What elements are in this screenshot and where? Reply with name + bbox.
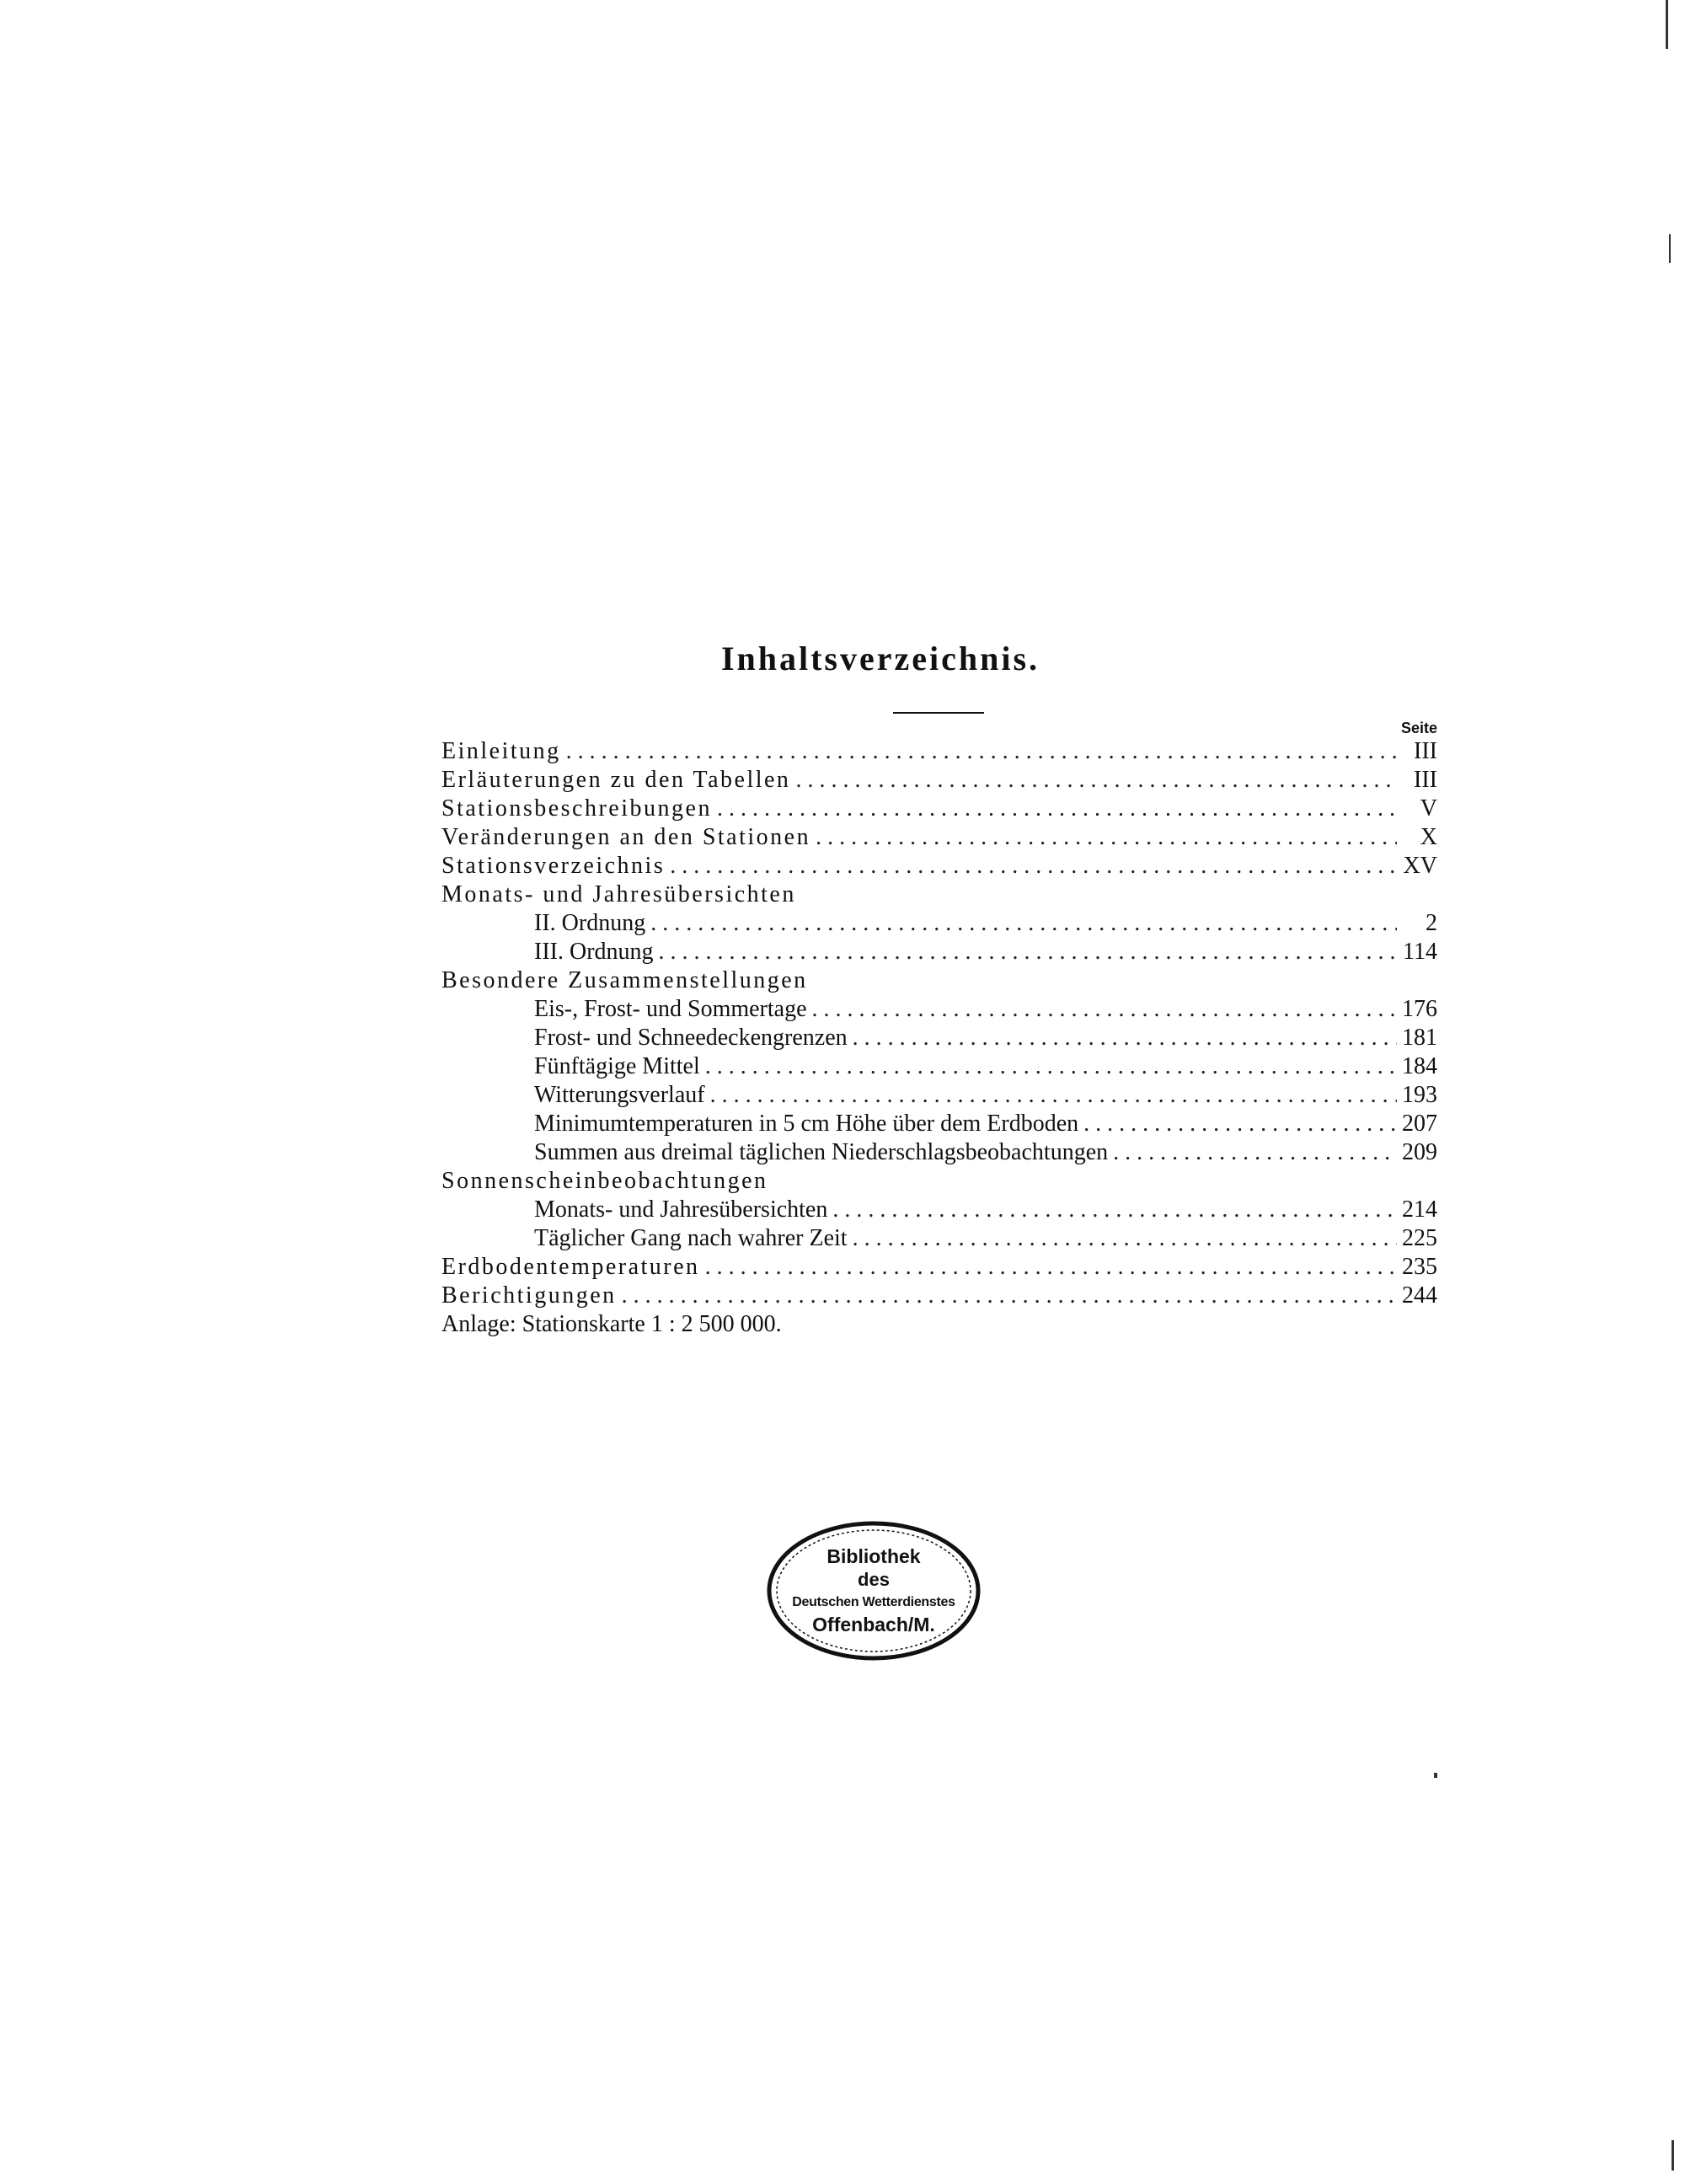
toc-entry <box>441 909 1437 938</box>
toc-entry <box>441 1224 1437 1253</box>
stamp-line-1: Bibliothek <box>826 1545 921 1567</box>
toc-entry-title: Anlage: Stationskarte 1 : 2 500 000. <box>441 1311 782 1337</box>
toc-entry-page: 193 <box>1402 1082 1437 1108</box>
toc-entry-page: 244 <box>1402 1282 1437 1309</box>
dot-leader <box>810 823 1397 852</box>
toc-entry-page: X <box>1420 824 1437 850</box>
toc-entry-title: II. Ordnung <box>534 910 646 936</box>
stamp-text <box>763 1515 984 1667</box>
title-divider <box>893 712 984 714</box>
toc-entry-title: Stationsbeschreibungen <box>441 795 712 822</box>
page-column-header: Seite <box>1400 720 1437 736</box>
toc-entry <box>441 1110 1437 1138</box>
toc-entry-title: Minimumtemperaturen in 5 cm Höhe über dem Erdboden <box>534 1111 1079 1137</box>
toc-entry-page: 181 <box>1402 1025 1437 1051</box>
toc-entry-title: Summen aus dreimal täglichen Niederschlagsbeobachtungen <box>534 1139 1109 1165</box>
dot-leader <box>705 1081 1397 1110</box>
dot-leader <box>700 1253 1397 1282</box>
dot-leader <box>617 1282 1397 1310</box>
dot-leader <box>790 766 1397 795</box>
toc-entry <box>441 1024 1437 1052</box>
dot-leader <box>561 737 1397 766</box>
scan-edge-mark <box>1666 0 1668 49</box>
toc-entry-title: Sonnenscheinbeobachtungen <box>441 1168 768 1194</box>
toc-entry-title: Fünftägige Mittel <box>534 1053 700 1079</box>
toc-entry <box>441 881 1437 909</box>
toc-entry <box>441 1253 1437 1282</box>
dot-leader <box>665 852 1397 881</box>
toc-entry-title: Besondere Zusammenstellungen <box>441 967 808 993</box>
toc-entry <box>441 795 1437 823</box>
page-title: Inhaltsverzeichnis. <box>720 640 1040 677</box>
toc-entry <box>441 737 1437 766</box>
toc-entry <box>441 1138 1437 1167</box>
toc-entry-title: Veränderungen an den Stationen <box>441 824 811 850</box>
toc-entry <box>441 938 1437 966</box>
toc-entry <box>441 1282 1437 1310</box>
toc-entry-page: III <box>1414 767 1437 793</box>
toc-entry-title: Berichtigungen <box>441 1282 617 1309</box>
toc-entry <box>441 852 1437 881</box>
dot-leader <box>700 1052 1397 1081</box>
toc-entry <box>441 1310 1437 1339</box>
scan-edge-mark <box>1672 2140 1674 2171</box>
dot-leader <box>848 1224 1397 1253</box>
toc-entry-page: 184 <box>1402 1053 1437 1079</box>
toc-entry <box>441 995 1437 1024</box>
stamp-line-3: Deutschen Wetterdienstes <box>792 1595 955 1609</box>
toc-entry-title: Witterungsverlauf <box>534 1082 705 1108</box>
toc-entry-title: Frost- und Schneedeckengrenzen <box>534 1025 848 1051</box>
scan-speck <box>1434 1773 1437 1778</box>
toc-entry <box>441 1081 1437 1110</box>
toc-entry-title: III. Ordnung <box>534 939 654 965</box>
dot-leader <box>645 909 1397 938</box>
toc-entry-title: Eis-, Frost- und Sommertage <box>534 996 807 1022</box>
toc-entry-page: 235 <box>1402 1254 1437 1280</box>
stamp-line-4: Offenbach/M. <box>812 1614 935 1635</box>
toc-entry <box>441 966 1437 995</box>
dot-leader <box>654 938 1397 966</box>
stamp-line-2: des <box>858 1569 890 1590</box>
dot-leader <box>1078 1110 1397 1138</box>
scan-edge-mark <box>1669 234 1671 263</box>
library-stamp <box>763 1515 984 1667</box>
toc-entry-title: Erläuterungen zu den Tabellen <box>441 767 791 793</box>
toc-entry <box>441 1196 1437 1224</box>
toc-entry <box>441 766 1437 795</box>
toc-entry-page: 114 <box>1403 939 1437 965</box>
toc-entry-page: V <box>1420 795 1437 822</box>
toc-entry <box>441 1052 1437 1081</box>
toc-entry-title: Stationsverzeichnis <box>441 853 666 879</box>
toc-entry-title: Einleitung <box>441 738 561 764</box>
toc-entry-page: XV <box>1403 853 1437 879</box>
table-of-contents <box>441 737 1437 1339</box>
toc-entry <box>441 823 1437 852</box>
dot-leader <box>807 995 1397 1024</box>
dot-leader <box>827 1196 1397 1224</box>
toc-entry-title: Täglicher Gang nach wahrer Zeit <box>534 1225 848 1251</box>
dot-leader <box>1108 1138 1397 1167</box>
toc-entry-title: Erdbodentemperaturen <box>441 1254 700 1280</box>
toc-entry-page: 2 <box>1426 910 1437 936</box>
dot-leader <box>848 1024 1397 1052</box>
toc-entry-page: III <box>1414 738 1437 764</box>
toc-entry-title: Monats- und Jahresübersichten <box>534 1196 828 1223</box>
toc-entry-title: Monats- und Jahresübersichten <box>441 881 796 907</box>
toc-entry <box>441 1167 1437 1196</box>
toc-entry-page: 207 <box>1402 1111 1437 1137</box>
toc-entry-page: 225 <box>1402 1225 1437 1251</box>
toc-entry-page: 176 <box>1402 996 1437 1022</box>
dot-leader <box>712 795 1397 823</box>
toc-entry-page: 209 <box>1402 1139 1437 1165</box>
toc-entry-page: 214 <box>1402 1196 1437 1223</box>
